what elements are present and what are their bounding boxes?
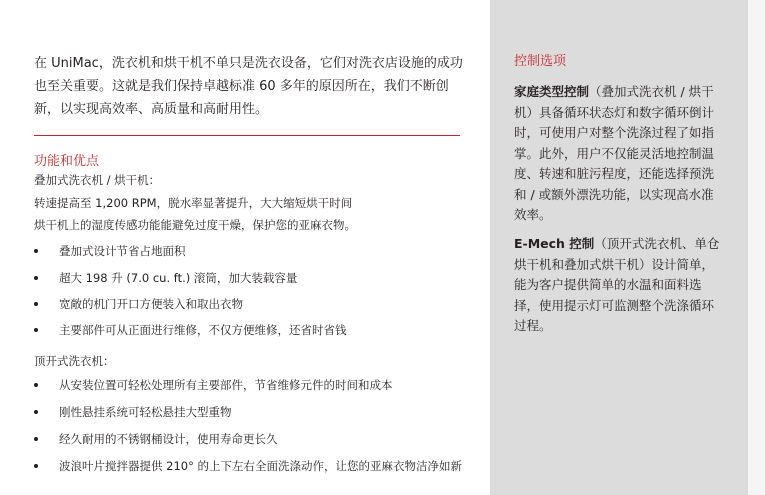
- list-item: 经久耐用的不锈钢桶设计，使用寿命更长久: [34, 432, 278, 446]
- stacked-heading: 叠加式洗衣机 / 烘干机：: [34, 173, 161, 187]
- home-control-text: （叠加式洗衣机 / 烘干机）具备循环状态灯和数字循环倒计时，可使用户对整个洗涤过程了如指掌。此外，用户不仅能灵活地控制温度、转速和脏污程度，还能选择预洗和 / 或额外漂洗功能，以实现高水准效率。: [514, 84, 715, 222]
- section-divider: [34, 135, 460, 136]
- stacked-line-1: 转速提高至 1,200 RPM，脱水率显著提升，大大缩短烘干时间: [34, 196, 353, 210]
- features-title: 功能和优点: [34, 154, 100, 169]
- list-item: 主要部件可从正面进行维修，不仅方便维修，还省时省钱: [34, 323, 347, 337]
- home-control-name: 家庭类型控制: [514, 84, 590, 99]
- list-item: 刚性悬挂系统可轻松悬挂大型重物: [34, 405, 232, 419]
- emech-control-name: E-Mech 控制: [514, 236, 595, 251]
- emech-control-text: （顶开式洗衣机、单仓烘干机和叠加式烘干机）设计简单，能为客户提供简单的水温和面料选择，使用提示灯可监测整个洗涤循环过程。: [514, 236, 720, 333]
- page-edge: [748, 0, 765, 495]
- list-item: 叠加式设计节省占地面积: [34, 244, 186, 258]
- list-item: 从安装位置可轻松处理所有主要部件，节省维修元件的时间和成本: [34, 378, 393, 392]
- home-control-paragraph: [514, 82, 724, 226]
- list-item: 波浪叶片搅拌器提供 210° 的上下左右全面洗涤动作，让您的亚麻衣物洁净如新: [34, 459, 462, 473]
- sidebar-title: 控制选项: [514, 54, 567, 69]
- stacked-line-2: 烘干机上的湿度传感功能能避免过度干燥，保护您的亚麻衣物。: [34, 218, 356, 232]
- control-options-sidebar: [490, 0, 748, 495]
- list-item: 超大 198 升 (7.0 cu. ft.) 滚筒，加大装载容量: [34, 271, 297, 285]
- list-item: 宽敞的机门开口方便装入和取出衣物: [34, 297, 243, 311]
- intro-paragraph: 在 UniMac，洗衣机和烘干机不单只是洗衣设备，它们对洗衣店设施的成功也至关重要。这就是我们保持卓越标准 60 多年的原因所在，我们不断创新，以实现高效率、高质量和高耐用性。: [34, 56, 463, 117]
- emech-control-paragraph: [514, 234, 724, 337]
- topload-heading: 顶开式洗衣机：: [34, 354, 115, 368]
